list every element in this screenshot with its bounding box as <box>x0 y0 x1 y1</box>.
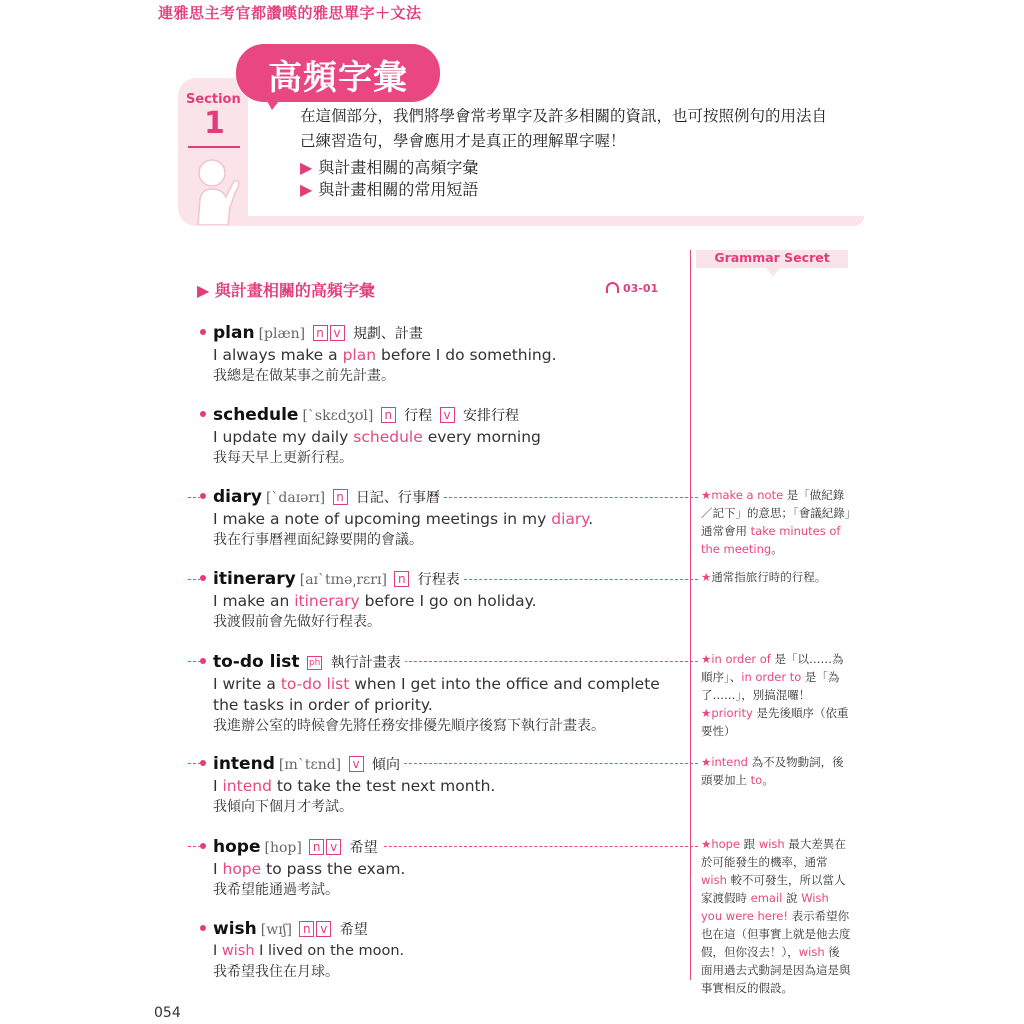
sentence-part: . <box>588 510 594 528</box>
section-title: 高頻字彙 <box>268 58 408 98</box>
sentence-part: I make a note of upcoming meetings in my <box>213 510 552 528</box>
pos-badge: n <box>394 571 409 587</box>
sentence-part: I <box>213 943 222 959</box>
section-item-label: 與計畫相關的高頻字彙 <box>318 158 479 177</box>
triangle-bullet-icon: ▶ <box>300 158 313 177</box>
example-translation: 我希望能通過考試。 <box>213 882 339 898</box>
star-icon: ★ <box>701 706 712 720</box>
vocab-entry <box>200 568 680 632</box>
bullet-icon <box>200 329 206 335</box>
example-sentence <box>213 427 680 448</box>
triangle-bullet-icon: ▶ <box>300 180 313 199</box>
example-translation: 我希望我住在月球。 <box>213 964 339 980</box>
note-keyword: wish <box>758 837 785 851</box>
entry-word: itinerary <box>213 569 296 589</box>
example-translation: 我在行事曆裡面紀錄要開的會議。 <box>213 532 423 548</box>
sentence-part: to pass the exam. <box>261 860 406 878</box>
entry-phonetic: [wɪʃ] <box>260 922 292 938</box>
note-text: 是先後順序（依重要性） <box>701 706 849 738</box>
note-text: 較不可發生，所以當人家渡假時 <box>701 873 846 905</box>
note-keyword: wish <box>798 945 825 959</box>
pos-badge: v <box>330 325 345 341</box>
entry-word: wish <box>213 919 257 939</box>
section-divider <box>188 146 240 148</box>
note-text: 通常指旅行時的行程。 <box>711 570 827 584</box>
example-sentence <box>213 591 680 612</box>
sentence-part: I update my daily <box>213 428 354 446</box>
note-keyword: in order to <box>741 670 802 684</box>
entry-word: intend <box>213 754 275 774</box>
grammar-note <box>701 704 851 740</box>
pos-badge: n <box>333 489 348 505</box>
entry-phonetic: [ˋskɛdʒʊl] <box>302 408 374 424</box>
sentence-keyword: itinerary <box>294 592 360 610</box>
bullet-icon <box>200 658 206 664</box>
pos-badge: v <box>349 756 364 772</box>
entry-word: diary <box>213 487 262 507</box>
note-keyword: hope <box>711 837 741 851</box>
entry-headline <box>200 918 680 941</box>
sentence-part: before I do something. <box>376 346 557 364</box>
grammar-secret-label: Grammar Secret <box>714 250 830 265</box>
list-heading-text: 與計畫相關的高頻字彙 <box>214 281 375 300</box>
bullet-icon <box>200 843 206 849</box>
entry-headline <box>200 486 680 509</box>
sentence-part: I write a <box>213 675 281 693</box>
note-text: 是「為了……」，別搞混囉！ <box>701 670 840 702</box>
entry-headline <box>200 651 680 674</box>
entry-phonetic: [ɪnˋtɛnd] <box>278 757 342 773</box>
entry-headline <box>200 836 680 859</box>
note-keyword: to <box>750 773 763 787</box>
note-text: 為不及物動詞，後頭要加上 <box>701 755 844 787</box>
entry-phonetic: [aɪˋtɪnə͵rɛrɪ] <box>299 572 387 588</box>
entry-meaning: 日記、行事曆 <box>355 490 440 506</box>
entry-meaning: 執行計畫表 <box>330 655 401 671</box>
section-number: 1 <box>204 106 225 141</box>
audio-track[interactable] <box>606 282 658 295</box>
note-keyword: wish <box>701 873 727 887</box>
entry-headline <box>200 322 680 345</box>
section-item-label: 與計畫相關的常用短語 <box>318 180 479 199</box>
headline-mask <box>200 569 464 589</box>
note-keyword: intend <box>711 755 748 769</box>
sentence-keyword: schedule <box>353 428 423 446</box>
triangle-bullet-icon: ▶ <box>197 281 215 300</box>
entry-phonetic: [plæn] <box>258 326 306 342</box>
vocab-entry <box>200 322 680 386</box>
entry-headline <box>200 753 680 776</box>
sentence-part: I lived on the moon. <box>254 943 405 959</box>
grammar-note <box>701 650 851 704</box>
entry-word: to-do list <box>213 652 300 672</box>
grammar-secret-tail <box>766 268 780 277</box>
sentence-part: to take the test next month. <box>271 777 496 795</box>
entry-word: hope <box>213 837 261 857</box>
note-keyword: in order of <box>711 652 771 666</box>
section-intro: 在這個部分，我們將學會常考單字及許多相關的資訊，也可按照例句的用法自己練習造句，學會應用才是真正的理解單字喔！ <box>300 107 828 150</box>
star-icon: ★ <box>701 488 712 502</box>
phrase-badge: ph <box>308 658 321 668</box>
example-sentence <box>213 941 680 962</box>
grammar-note <box>701 486 851 558</box>
grammar-note <box>701 835 851 997</box>
vocab-entry <box>200 753 680 817</box>
pos-badge: v <box>316 921 331 937</box>
vocab-entry <box>200 918 680 982</box>
note-text: 最大差異在於可能發生的機率，通常 <box>701 837 846 869</box>
star-icon: ★ <box>701 570 712 584</box>
note-text: 後面用過去式動詞是因為這是與事實相反的假設。 <box>701 945 851 995</box>
sentence-part: I <box>213 860 223 878</box>
entry-phonetic: [ˋdaɪərɪ] <box>265 490 326 506</box>
running-header: 連雅思主考官都讚嘆的雅思單字＋文法 <box>158 4 422 22</box>
sentence-part: I <box>213 777 223 795</box>
bullet-icon <box>200 575 206 581</box>
example-translation: 我總是在做某事之前先計畫。 <box>213 368 395 384</box>
grammar-note <box>701 753 851 789</box>
example-sentence <box>213 859 680 880</box>
headline-mask <box>200 487 444 507</box>
sentence-keyword: hope <box>222 860 262 878</box>
sentence-keyword: to-do list <box>280 675 350 693</box>
note-keyword: take minutes of the meeting <box>701 524 841 556</box>
sentence-part: when I get into the office and complete <box>349 675 660 693</box>
entry-meaning: 行程表 <box>417 572 460 588</box>
headphone-icon <box>606 282 619 293</box>
list-heading <box>197 278 375 301</box>
note-text: 表示希望你也在這（但事實上就是他去度假，但你沒去！）， <box>701 909 851 959</box>
entry-headline <box>200 568 680 591</box>
note-keyword: make a note <box>711 488 784 502</box>
example-sentence <box>213 345 680 366</box>
vocab-entry <box>200 651 680 736</box>
example-translation: 我傾向下個月才考試。 <box>213 799 353 815</box>
pos-badge: n <box>381 407 396 423</box>
sentence-part: I make an <box>213 592 295 610</box>
example-sentence-line2: the tasks in order of priority. <box>213 696 433 714</box>
pos-badge: n <box>313 325 328 341</box>
sentence-part: I always make a <box>213 346 343 364</box>
entry-meaning: 行程 <box>404 408 433 424</box>
section-label: Section <box>186 92 241 107</box>
sentence-part: every morning <box>422 428 541 446</box>
note-text: 是「以……為順序」、 <box>701 652 844 684</box>
note-keyword: email <box>750 891 783 905</box>
headline-mask <box>200 837 382 857</box>
example-sentence <box>213 776 680 797</box>
entry-meaning: 希望 <box>349 840 378 856</box>
entry-meaning: 希望 <box>339 922 368 938</box>
vocab-entry <box>200 836 680 900</box>
example-translation: 我每天早上更新行程。 <box>213 450 353 466</box>
example-sentence <box>213 509 680 530</box>
example-sentence <box>213 674 680 695</box>
note-keyword: Wish you were here! <box>701 891 829 923</box>
section-item <box>300 155 478 178</box>
entry-meaning: 規劃、計畫 <box>352 326 423 342</box>
star-icon: ★ <box>701 755 712 769</box>
note-text: 跟 <box>740 837 759 851</box>
entry-meaning: 安排行程 <box>462 408 519 424</box>
note-text: 說 <box>782 891 802 905</box>
headline-mask <box>200 652 405 672</box>
pos-badge: v <box>326 839 341 855</box>
sentence-keyword: wish <box>221 943 255 959</box>
note-text: 。 <box>771 542 783 556</box>
bullet-icon <box>200 760 206 766</box>
bullet-icon <box>200 493 206 499</box>
page-number: 054 <box>154 1005 181 1021</box>
sentence-keyword: intend <box>222 777 272 795</box>
entry-word: plan <box>213 323 255 343</box>
column-divider <box>690 250 691 980</box>
note-text: 。 <box>762 773 774 787</box>
pos-badge: n <box>299 921 314 937</box>
person-illustration-icon <box>192 155 244 225</box>
bullet-icon <box>200 411 206 417</box>
star-icon: ★ <box>701 652 712 666</box>
sentence-part: before I go on holiday. <box>359 592 537 610</box>
audio-track-label: 03-01 <box>623 282 659 295</box>
entry-phonetic: [hop] <box>264 840 302 856</box>
entry-meaning: 傾向 <box>371 757 400 773</box>
note-text: 是「做紀錄／記下」的意思；「會議紀錄」通常會用 <box>701 488 851 538</box>
section-item <box>300 177 478 200</box>
bullet-icon <box>200 925 206 931</box>
headline-mask <box>200 754 404 774</box>
entry-word: schedule <box>213 405 299 425</box>
sentence-keyword: plan <box>342 346 377 364</box>
example-translation: 我渡假前會先做好行程表。 <box>213 614 381 630</box>
pos-badge: v <box>440 407 455 423</box>
pos-badge: n <box>309 839 324 855</box>
vocab-entry <box>200 404 680 468</box>
note-keyword: priority <box>711 706 753 720</box>
sentence-keyword: diary <box>551 510 589 528</box>
example-translation: 我進辦公室的時候會先將任務安排優先順序後寫下執行計畫表。 <box>213 718 605 734</box>
star-icon: ★ <box>701 837 712 851</box>
vocab-entry <box>200 486 680 550</box>
grammar-note <box>701 568 851 586</box>
entry-headline <box>200 404 680 427</box>
